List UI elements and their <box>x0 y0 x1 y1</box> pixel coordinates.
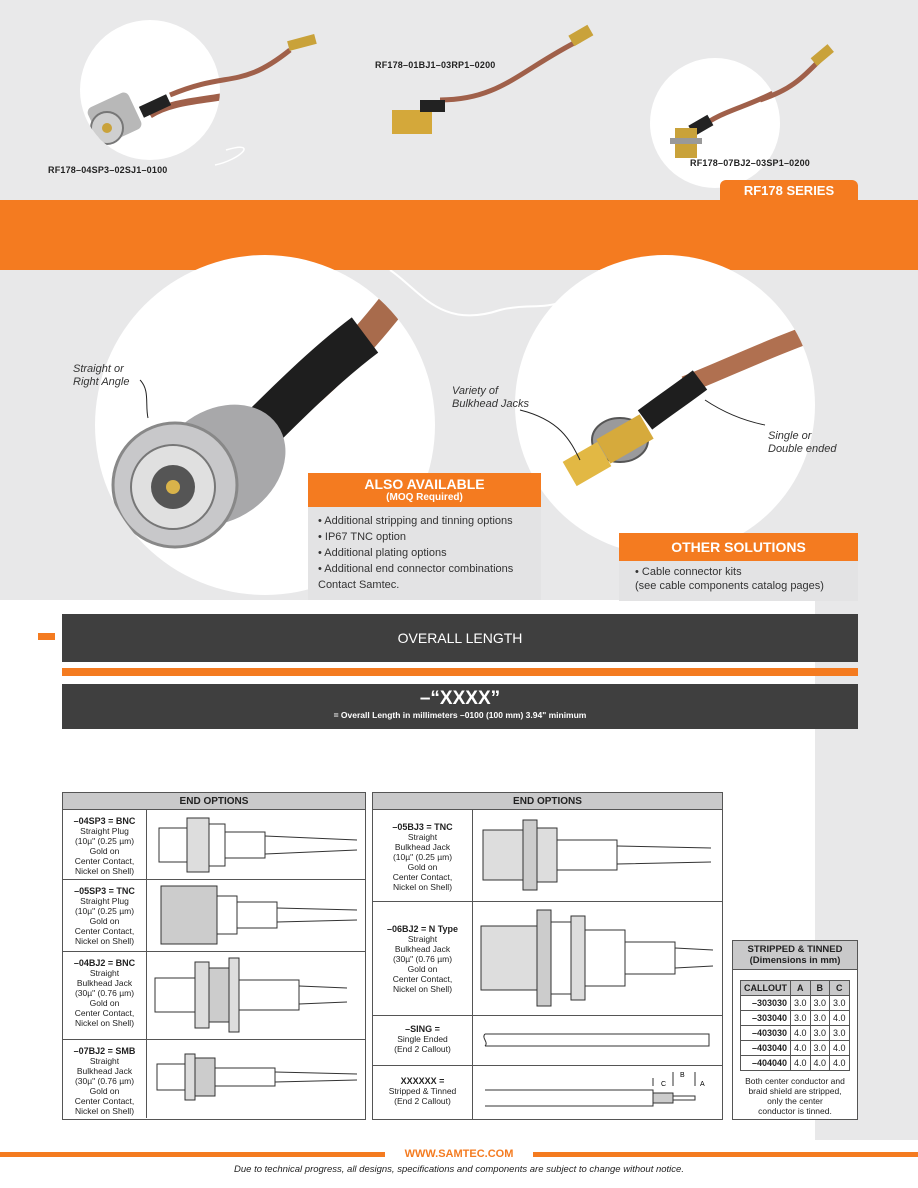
end-option-desc: Straight Plug <box>80 826 129 836</box>
end-option-desc: Gold on <box>89 916 120 926</box>
table-cell: 3.0 <box>810 1026 830 1041</box>
end-option-desc: Bulkhead Jack <box>76 1066 133 1076</box>
table-cell: 3.0 <box>791 1011 811 1026</box>
column-header: B <box>810 981 830 996</box>
other-solutions-line1: • Cable connector kits <box>635 566 742 578</box>
end-option-label <box>373 810 473 901</box>
section-marker <box>38 633 55 640</box>
end-option-desc: (10µ" (0.25 µm) <box>392 852 453 862</box>
end-option-desc: Nickel on Shell) <box>74 936 135 946</box>
end-option-desc: Nickel on Shell) <box>74 1106 135 1116</box>
table-cell: –403030 <box>741 1026 791 1041</box>
table-cell: 3.0 <box>810 996 830 1011</box>
end-option-desc: Straight <box>89 968 120 978</box>
also-available-item: • Additional end connector combinations <box>318 563 514 575</box>
overall-length-code-bar <box>62 684 858 729</box>
stripped-tinned-table <box>740 980 850 1071</box>
table-cell: 4.0 <box>791 1041 811 1056</box>
table-cell: 4.0 <box>830 1011 850 1026</box>
end-option-label <box>373 1016 473 1065</box>
stripped-tinned-header <box>733 941 857 970</box>
end-option-desc: Nickel on Shell) <box>392 984 453 994</box>
stripped-tinned-box <box>732 940 858 1120</box>
column-header: CALLOUT <box>741 981 791 996</box>
table-cell: 4.0 <box>791 1026 811 1041</box>
end-option-row <box>373 902 722 1016</box>
also-available-contact: Contact Samtec. <box>318 579 400 591</box>
other-solutions-body <box>619 561 858 601</box>
end-option-desc: Bulkhead Jack <box>394 944 451 954</box>
footer-url-link[interactable]: WWW.SAMTEC.COM <box>385 1147 533 1161</box>
end-option-desc: Nickel on Shell) <box>392 882 453 892</box>
table-cell: –303030 <box>741 996 791 1011</box>
stripped-tinned-note <box>733 1076 857 1116</box>
end-option-code: –04BJ2 = BNC <box>73 958 136 968</box>
table-header-row <box>741 981 850 996</box>
end-option-desc: Straight <box>89 1056 120 1066</box>
end-option-desc: (10µ" (0.25 µm) <box>74 836 135 846</box>
also-available-title: ALSO AVAILABLE <box>364 476 485 492</box>
table-row <box>741 1056 850 1071</box>
callout-straight <box>73 363 129 389</box>
table-cell: 3.0 <box>791 996 811 1011</box>
also-available-body <box>308 507 541 600</box>
end-option-label <box>63 880 147 951</box>
table-cell: 3.0 <box>810 1041 830 1056</box>
end-option-desc: Center Contact, <box>392 974 453 984</box>
part-number-3: RF178–07BJ2–03SP1–0200 <box>690 158 810 168</box>
end-options-right <box>372 792 723 1120</box>
also-available-subtitle: (MOQ Required) <box>386 492 463 503</box>
part-number-2: RF178–01BJ1–03RP1–0200 <box>375 60 496 70</box>
end-option-desc: (End 2 Callout) <box>394 1044 451 1054</box>
callout-single <box>768 430 837 456</box>
end-options-right-title: END OPTIONS <box>373 793 722 810</box>
table-cell: –403040 <box>741 1041 791 1056</box>
end-option-label <box>63 952 147 1039</box>
orange-band <box>0 200 918 270</box>
end-option-code: –04SP3 = BNC <box>73 816 136 826</box>
also-available-box <box>308 473 541 600</box>
end-option-row <box>373 1016 722 1066</box>
overall-length-description: = Overall Length in millimeters –0100 (100 mm) 3.94" minimum <box>333 710 587 720</box>
table-cell: 4.0 <box>810 1056 830 1071</box>
end-option-desc: Gold on <box>89 846 120 856</box>
end-option-desc: Center Contact, <box>74 926 135 936</box>
note-line: Both center conductor and <box>745 1076 845 1086</box>
end-option-code: –SING = <box>405 1024 440 1034</box>
note-line: conductor is tinned. <box>758 1106 832 1116</box>
end-option-label <box>63 810 147 879</box>
overall-length-code: –“XXXX” <box>419 688 501 709</box>
stripped-tinned-title: STRIPPED & TINNED <box>747 944 843 955</box>
table-cell: –404040 <box>741 1056 791 1071</box>
end-option-code: –05BJ3 = TNC <box>392 822 453 832</box>
end-option-row <box>63 952 365 1040</box>
end-option-code: –07BJ2 = SMB <box>73 1046 136 1056</box>
end-option-desc: Straight <box>407 934 438 944</box>
end-option-desc: Stripped & Tinned <box>388 1086 457 1096</box>
n-type-bulkhead-drawing <box>473 902 722 1015</box>
stripped-tinned-drawing <box>473 1066 722 1120</box>
end-option-desc: Single Ended <box>397 1034 448 1044</box>
end-options-left-title: END OPTIONS <box>63 793 365 810</box>
end-option-row <box>373 810 722 902</box>
end-option-desc: Bulkhead Jack <box>76 978 133 988</box>
other-solutions-line2: (see cable components catalog pages) <box>635 580 824 592</box>
tnc-plug-drawing <box>147 880 365 951</box>
callout-variety <box>452 385 529 411</box>
end-option-desc: Center Contact, <box>74 856 135 866</box>
end-option-desc: Straight Plug <box>80 896 129 906</box>
also-available-item: • Additional plating options <box>318 547 447 559</box>
callout-single-line1: Single or <box>768 430 812 442</box>
section-divider <box>62 668 858 676</box>
end-option-label <box>373 1066 473 1120</box>
other-solutions-title: OTHER SOLUTIONS <box>619 533 858 561</box>
note-line: braid shield are stripped, <box>748 1086 842 1096</box>
end-option-label <box>373 902 473 1015</box>
smb-bulkhead-drawing <box>147 1040 365 1118</box>
table-cell: 4.0 <box>830 1041 850 1056</box>
other-solutions-box <box>619 533 858 601</box>
also-available-item: • Additional stripping and tinning options <box>318 515 513 527</box>
end-option-desc: Gold on <box>89 998 120 1008</box>
overall-length-heading: OVERALL LENGTH <box>62 614 858 662</box>
end-option-desc: (10µ" (0.25 µm) <box>74 906 135 916</box>
callout-variety-line1: Variety of <box>452 385 499 397</box>
end-option-desc: Gold on <box>89 1086 120 1096</box>
footer-disclaimer: Due to technical progress, all designs, specifications and components are subject to change without notice. <box>234 1164 684 1175</box>
table-row <box>741 1011 850 1026</box>
end-option-desc: Nickel on Shell) <box>74 1018 135 1028</box>
dim-label-c: C <box>661 1081 667 1088</box>
end-options-left <box>62 792 366 1120</box>
dim-label-b: B <box>680 1072 685 1079</box>
end-option-desc: Nickel on Shell) <box>74 866 135 876</box>
dim-label-a: A <box>700 1081 705 1088</box>
end-option-code: –06BJ2 = N Type <box>386 924 459 934</box>
end-option-desc: Straight <box>407 832 438 842</box>
end-option-row <box>373 1066 722 1120</box>
bnc-bulkhead-drawing <box>147 952 365 1039</box>
table-cell: –303040 <box>741 1011 791 1026</box>
end-option-row <box>63 880 365 952</box>
table-cell: 3.0 <box>810 1011 830 1026</box>
column-header: A <box>791 981 811 996</box>
also-available-item: • IP67 TNC option <box>318 531 407 543</box>
end-option-desc: Bulkhead Jack <box>394 842 451 852</box>
table-row <box>741 996 850 1011</box>
table-cell: 4.0 <box>830 1056 850 1071</box>
end-option-label <box>63 1040 147 1118</box>
callout-single-line2: Double ended <box>768 443 837 455</box>
note-line: only the center <box>767 1096 823 1106</box>
end-option-desc: (30µ" (0.76 µm) <box>74 988 135 998</box>
table-cell: 4.0 <box>791 1056 811 1071</box>
end-option-row <box>63 1040 365 1118</box>
callout-straight-line2: Right Angle <box>73 376 130 388</box>
bnc-plug-drawing <box>147 810 365 879</box>
table-cell: 3.0 <box>830 1026 850 1041</box>
table-cell: 3.0 <box>830 996 850 1011</box>
end-option-desc: Center Contact, <box>74 1096 135 1106</box>
table-row <box>741 1026 850 1041</box>
end-option-code: –05SP3 = TNC <box>74 886 135 896</box>
end-option-desc: Center Contact, <box>74 1008 135 1018</box>
end-option-desc: Gold on <box>407 964 438 974</box>
table-row <box>741 1041 850 1056</box>
end-option-desc: (30µ" (0.76 µm) <box>392 954 453 964</box>
smb-cable-tail <box>700 40 900 150</box>
stripped-tinned-subtitle: (Dimensions in mm) <box>749 955 841 966</box>
end-option-desc: (End 2 Callout) <box>394 1096 451 1106</box>
column-header: C <box>830 981 850 996</box>
end-option-desc: Gold on <box>407 862 438 872</box>
callout-variety-line2: Bulkhead Jacks <box>452 398 530 410</box>
part-number-1: RF178–04SP3–02SJ1–0100 <box>48 165 168 175</box>
single-ended-drawing <box>473 1016 722 1065</box>
tnc-bulkhead-drawing <box>473 810 722 901</box>
end-option-desc: Center Contact, <box>392 872 453 882</box>
callout-straight-line1: Straight or <box>73 363 124 375</box>
end-option-code: XXXXXX = <box>400 1076 445 1086</box>
end-option-desc: (30µ" (0.76 µm) <box>74 1076 135 1086</box>
also-available-header <box>308 473 541 507</box>
end-option-row <box>63 810 365 880</box>
series-tab: RF178 SERIES <box>720 180 858 202</box>
